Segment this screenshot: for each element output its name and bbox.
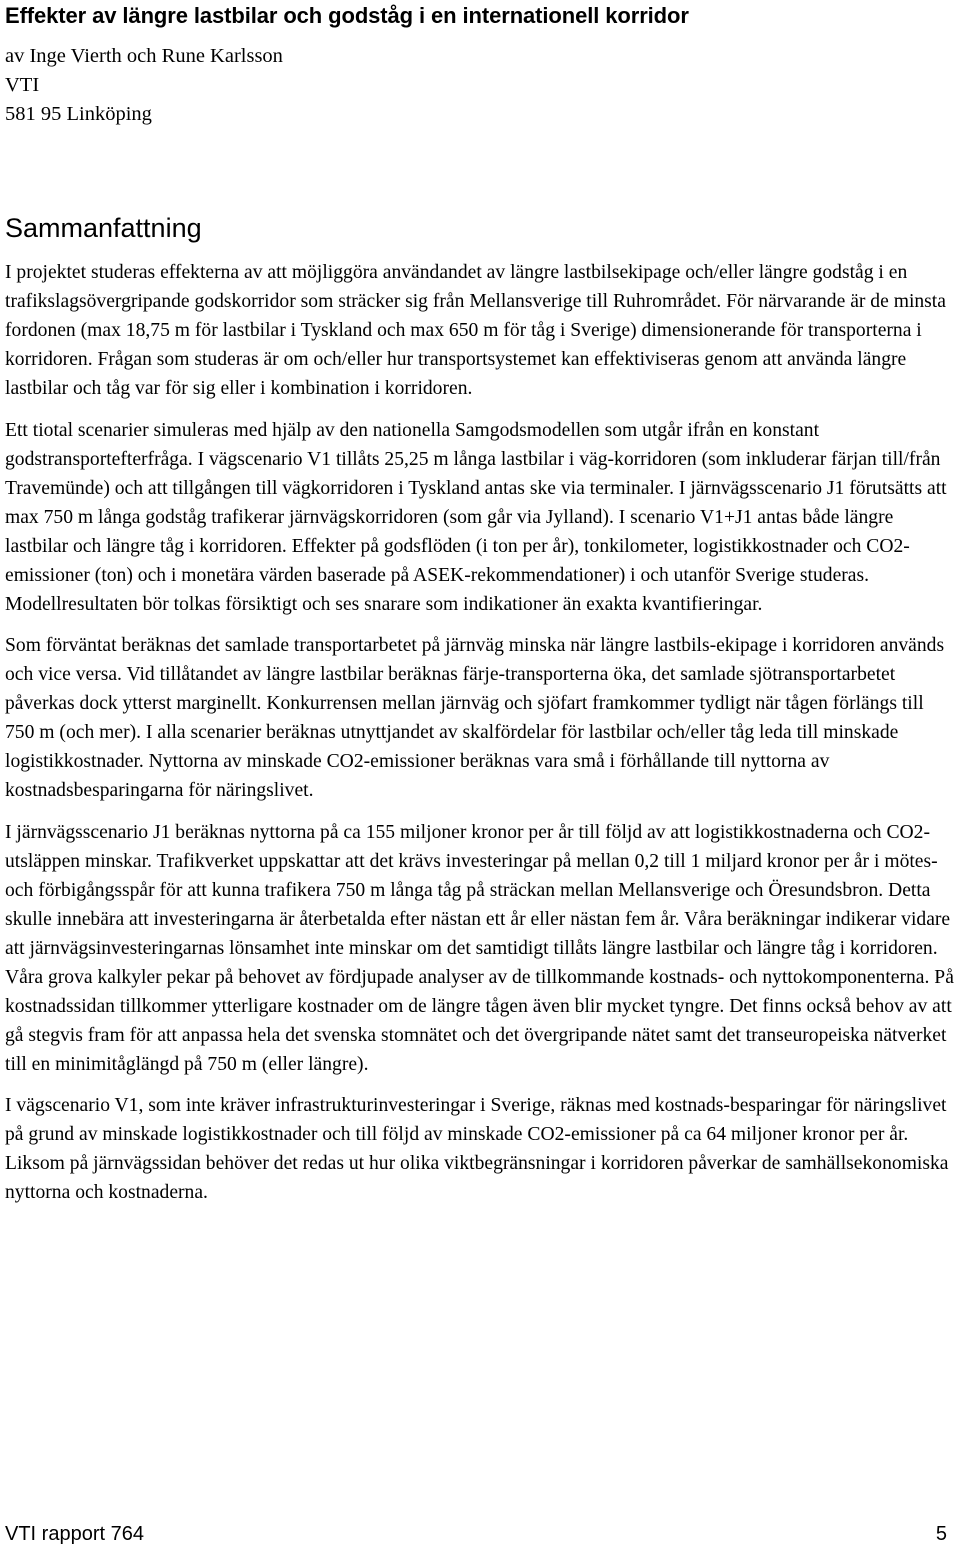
address-line: 581 95 Linköping: [5, 103, 152, 125]
summary-paragraph-5: I vägscenario V1, som inte kräver infrastrukturinvesteringar i Sverige, räknas med kostnads-besparingar för näringslivet på grund av minskade logistikkostnader och till följd av minskade CO2-emissioner på ca 64 miljoner kronor per år. Liksom på järnvägssidan behöver det redas ut hur olika viktbegränsningar i korridoren påverkar de samhällsekonomiska nyttorna och kostnaderna.: [5, 1095, 949, 1203]
summary-body: [5, 258, 955, 1220]
section-heading-summary: Sammanfattning: [5, 213, 202, 243]
summary-paragraph-3: Som förväntat beräknas det samlade transportarbetet på järnväg minska när längre lastbils-ekipage i korridoren används och vice versa. Vid tillåtandet av längre lastbilar beräknas färje-transporterna öka, det samlade sjötransportarbetet påverkas dock ytterst marginellt. Konkurrensen mellan järnväg och sjöfart framkommer tydligt när tågen förlängs till 750 m (och mer). I alla scenarier beräknas utnyttjandet av skalfördelar för lastbilar och/eller tåg leda till minskade logistikkostnader. Nyttorna av minskade CO2-emissioner beräknas vara små i förhållande till nyttorna av kostnadsbesparingarna för näringslivet.: [5, 635, 945, 801]
summary-paragraph-1: I projektet studeras effekterna av att möjliggöra användandet av längre lastbilsekipage och/eller längre godståg i en trafikslagsövergripande godskorridor som sträcker sig från Mellansverige till Ruhrområdet. För närvarande är de minsta fordonen (max 18,75 m för lastbilar i Tyskland och max 650 m för tåg i Sverige) dimensionerande för transporterna i korridoren. Frågan som studeras är om och/eller hur transportsystemet kan effektiviseras genom att använda längre lastbilar och tåg var för sig eller i kombination i korridoren.: [5, 262, 946, 399]
footer-page-number: 5: [935, 1523, 947, 1545]
document-title: Effekter av längre lastbilar och godståg i en internationell korridor: [5, 3, 689, 28]
author-line: av Inge Vierth och Rune Karlsson: [5, 45, 283, 67]
summary-paragraph-2: Ett tiotal scenarier simuleras med hjälp av den nationella Samgodsmodellen som utgår ifrån en konstant godstransportefterfråga. I vägscenario V1 tillåts 25,25 m långa lastbilar i väg-korridoren (som inkluderar färjan till/från Travemünde) och att tillgången till vägkorridoren i Tyskland antas ske via terminaler. I järnvägsscenario J1 förutsätts att max 750 m långa godståg trafikerar järnvägskorridoren (som går via Jylland). I scenario V1+J1 antas både längre lastbilar och längre tåg i korridoren. Effekter på godsflöden (i ton per år), tonkilometer, logistikkostnader och CO2-emissioner (ton) och i monetära värden baserade på ASEK-rekommendationer) i och utanför Sverige studeras. Modellresultaten bör tolkas försiktigt och ses snarare som indikationer än exakta kvantifieringar.: [5, 419, 947, 615]
summary-paragraph-4: I järnvägsscenario J1 beräknas nyttorna på ca 155 miljoner kronor per år till följd av att logistikkostnaderna och CO2-utsläppen minskar. Trafikverket uppskattar att det krävs investeringar på mellan 0,2 till 1 miljard kronor per år i mötes- och förbigångsspår för att kunna trafikera 750 m långa tåg på sträckan mellan Mellansverige och Öresundsbron. Detta skulle innebära att investeringarna är återbetalda efter nästan ett år eller nästan fem år. Våra beräkningar indikerar vidare att järnvägsinvesteringarnas lönsamhet inte minskar om det samtidigt tillåts längre lastbilar och längre tåg i korridoren. Våra grova kalkyler pekar på behovet av fördjupade analyser av de tillkommande kostnads- och nyttokomponenterna. På kostnadssidan tillkommer ytterligare kostnader om de längre tågen även blir mycket tyngre. Det finns också behov av att gå stegvis fram för att anpassa hela det svenska stomnätet och det övergripande nätet samt det transeuropeiska nätverket till en minimitåglängd på 750 m (eller längre).: [5, 821, 954, 1075]
footer-report-name: VTI rapport 764: [5, 1523, 144, 1545]
organization-line: VTI: [5, 74, 40, 96]
document-page: [5, 0, 955, 1551]
